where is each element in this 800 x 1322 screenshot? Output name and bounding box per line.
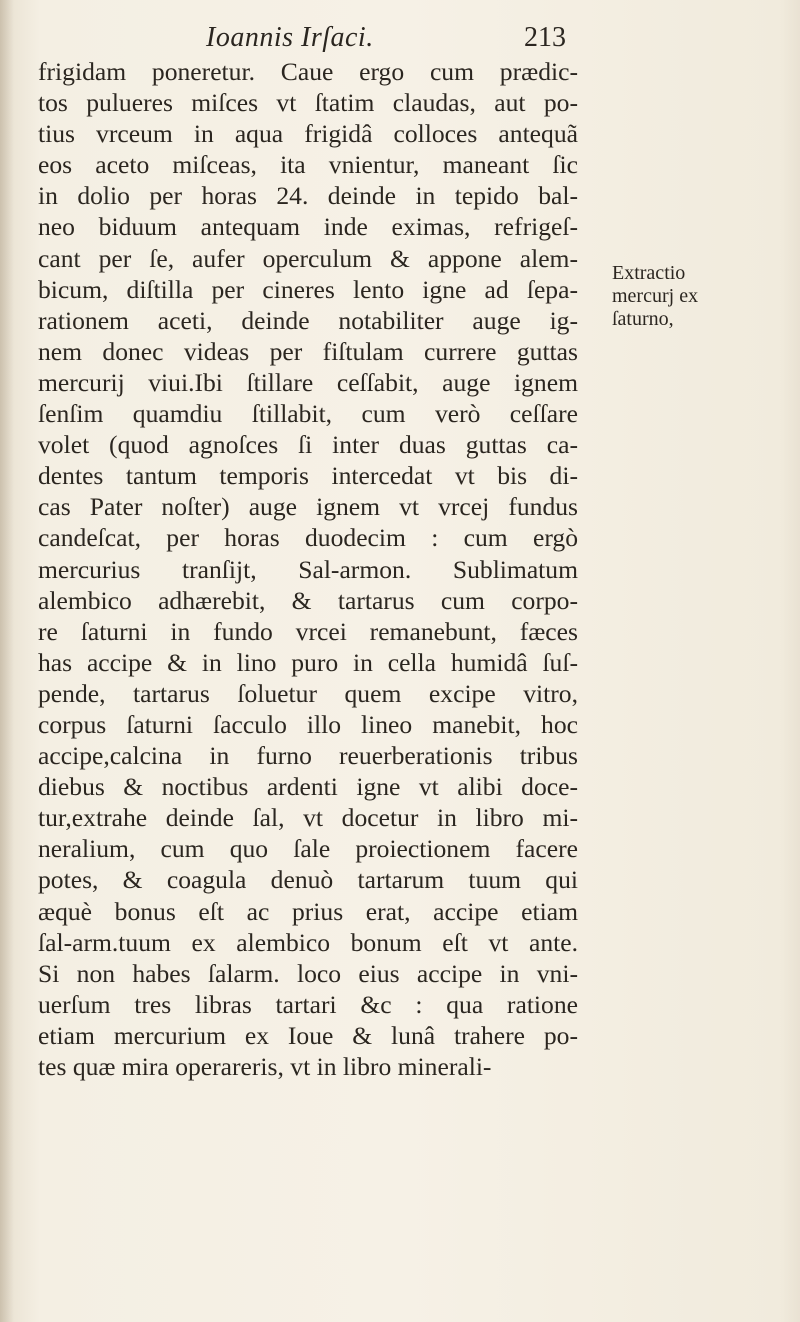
marginal-note-line: ſaturno, xyxy=(612,308,674,330)
text-line: tur,extrahe deinde ſal, vt docetur in libro mi- xyxy=(38,803,578,833)
text-line: ſenſim quamdiu ſtillabit, cum verò ceſſare xyxy=(38,399,578,429)
text-line: eos aceto miſceas, ita vnientur, maneant ſic xyxy=(38,150,578,180)
text-line: mercurij viui.Ibi ſtillare ceſſabit, auge ignem xyxy=(38,367,578,397)
text-line: rationem aceti, deinde notabiliter auge ig- xyxy=(38,305,578,335)
running-head: Ioannis Irſaci. xyxy=(206,22,374,53)
text-line: accipe,calcina in furno reuerberationis tribus xyxy=(38,741,578,771)
text-line: ſal-arm.tuum ex alembico bonum eſt vt ante. xyxy=(38,927,578,957)
text-line: alembico adhærebit, & tartarus cum corpo- xyxy=(38,585,578,615)
text-line: candeſcat, per horas duodecim : cum ergò xyxy=(38,523,578,553)
text-line: frigidam poneretur. Caue ergo cum prædic- xyxy=(38,57,578,86)
text-line: diebus & noctibus ardenti igne vt alibi doce- xyxy=(38,772,578,802)
text-line: nem donec videas per fiſtulam currere guttas xyxy=(38,336,578,366)
text-line: dentes tantum temporis intercedat vt bis di- xyxy=(38,461,578,491)
text-line: volet (quod agnoſces ſi inter duas guttas ca- xyxy=(38,430,578,460)
text-line: neo biduum antequam inde eximas, refrigeſ- xyxy=(38,212,578,242)
text-line: æquè bonus eſt ac prius erat, accipe etiam xyxy=(38,896,578,926)
text-line: neralium, cum quo ſale proiectionem facere xyxy=(38,834,578,864)
page-header xyxy=(196,14,566,54)
text-line: in dolio per horas 24. deinde in tepido bal- xyxy=(38,181,578,211)
marginal-note-line: Extractio xyxy=(612,262,686,284)
text-line: tius vrceum in aqua frigidâ colloces antequã xyxy=(38,119,578,149)
text-line: etiam mercurium ex Ioue & lunâ trahere po- xyxy=(38,1020,578,1050)
text-line: has accipe & in lino puro in cella humidâ ſuſ- xyxy=(38,647,578,677)
marginal-note xyxy=(612,262,792,331)
text-line: tos pulueres miſces vt ſtatim claudas, aut po- xyxy=(38,88,578,118)
text-line: tes quæ mira operareris, vt in libro minerali- xyxy=(38,1052,492,1081)
text-line: mercurius tranſijt, Sal-armon. Sublimatum xyxy=(38,554,578,584)
text-line: cas Pater noſter) auge ignem vt vrcej fundus xyxy=(38,492,578,522)
text-line: re ſaturni in fundo vrcei remanebunt, fæces xyxy=(38,616,578,646)
marginal-note-line: mercurj ex xyxy=(612,285,699,307)
text-line: potes, & coagula denuò tartarum tuum qui xyxy=(38,865,578,895)
page-edge-shadow xyxy=(0,0,14,1322)
page-number: 213 xyxy=(524,22,566,53)
text-line: cant per ſe, aufer operculum & appone alem- xyxy=(38,243,578,273)
text-line: uerſum tres libras tartari &c : qua ratione xyxy=(38,989,578,1019)
text-line: bicum, diſtilla per cineres lento igne ad ſepa- xyxy=(38,274,578,304)
text-line: Si non habes ſalarm. loco eius accipe in vni- xyxy=(38,958,578,988)
body-text xyxy=(38,56,578,1082)
text-line: corpus ſaturni ſacculo illo lineo manebit, hoc xyxy=(38,709,578,739)
text-line: pende, tartarus ſoluetur quem excipe vitro, xyxy=(38,678,578,708)
